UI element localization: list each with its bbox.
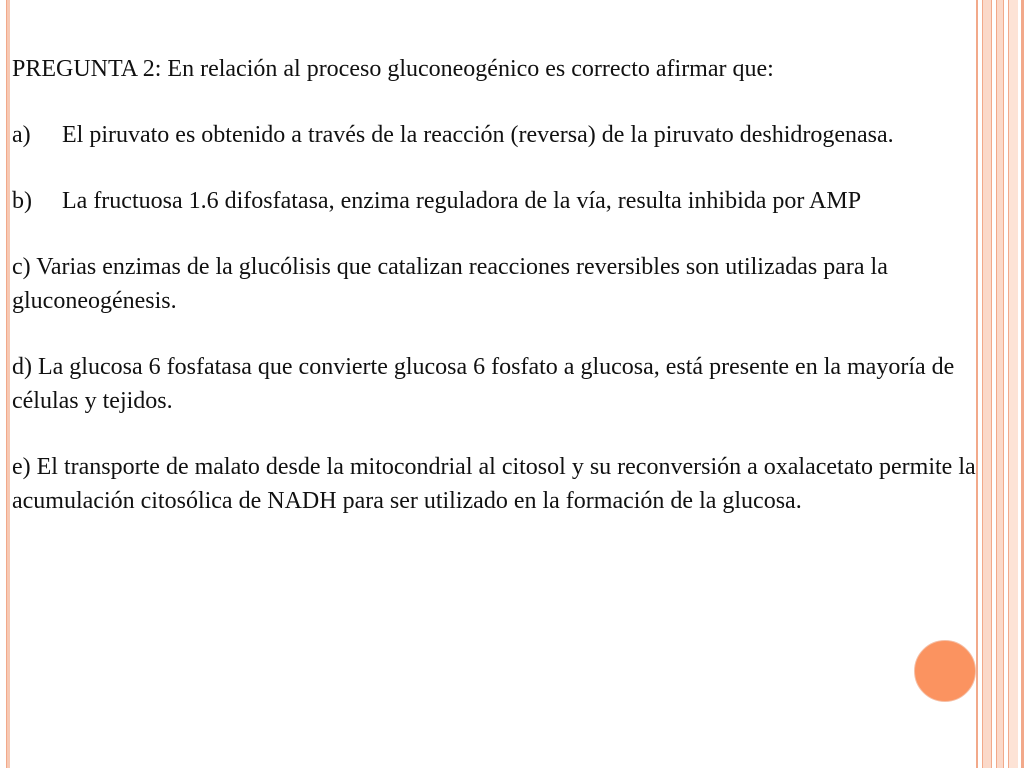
option-text: La fructuosa 1.6 difosfatasa, enzima reguladora de la vía, resulta inhibida por AMP (62, 188, 862, 214)
stripe (1008, 0, 1018, 768)
option-e: e) El transporte de malato desde la mitocondrial al citosol y su reconversión a oxalacetato permite la acumulación citosólica de NADH para ser utilizado en la formación de la glucosa. (12, 454, 976, 514)
option-marker: b) (12, 188, 32, 214)
option-b (12, 184, 984, 218)
option-c: c) Varias enzimas de la glucólisis que catalizan reacciones reversibles son utilizadas para la gluconeogénesis. (12, 254, 888, 314)
question-stem: PREGUNTA 2: En relación al proceso gluconeogénico es correcto afirmar que: (12, 56, 774, 82)
slide-content (12, 52, 984, 550)
option-text: El piruvato es obtenido a través de la reacción (reversa) de la piruvato deshidrogenasa. (62, 122, 894, 148)
left-border-decoration (6, 0, 10, 768)
decorative-circle (914, 640, 976, 702)
stripe (996, 0, 1004, 768)
option-a (12, 118, 984, 152)
option-marker: a) (12, 122, 31, 148)
option-d: d) La glucosa 6 fosfatasa que convierte glucosa 6 fosfato a glucosa, está presente en la mayoría de células y tejidos. (12, 354, 955, 414)
